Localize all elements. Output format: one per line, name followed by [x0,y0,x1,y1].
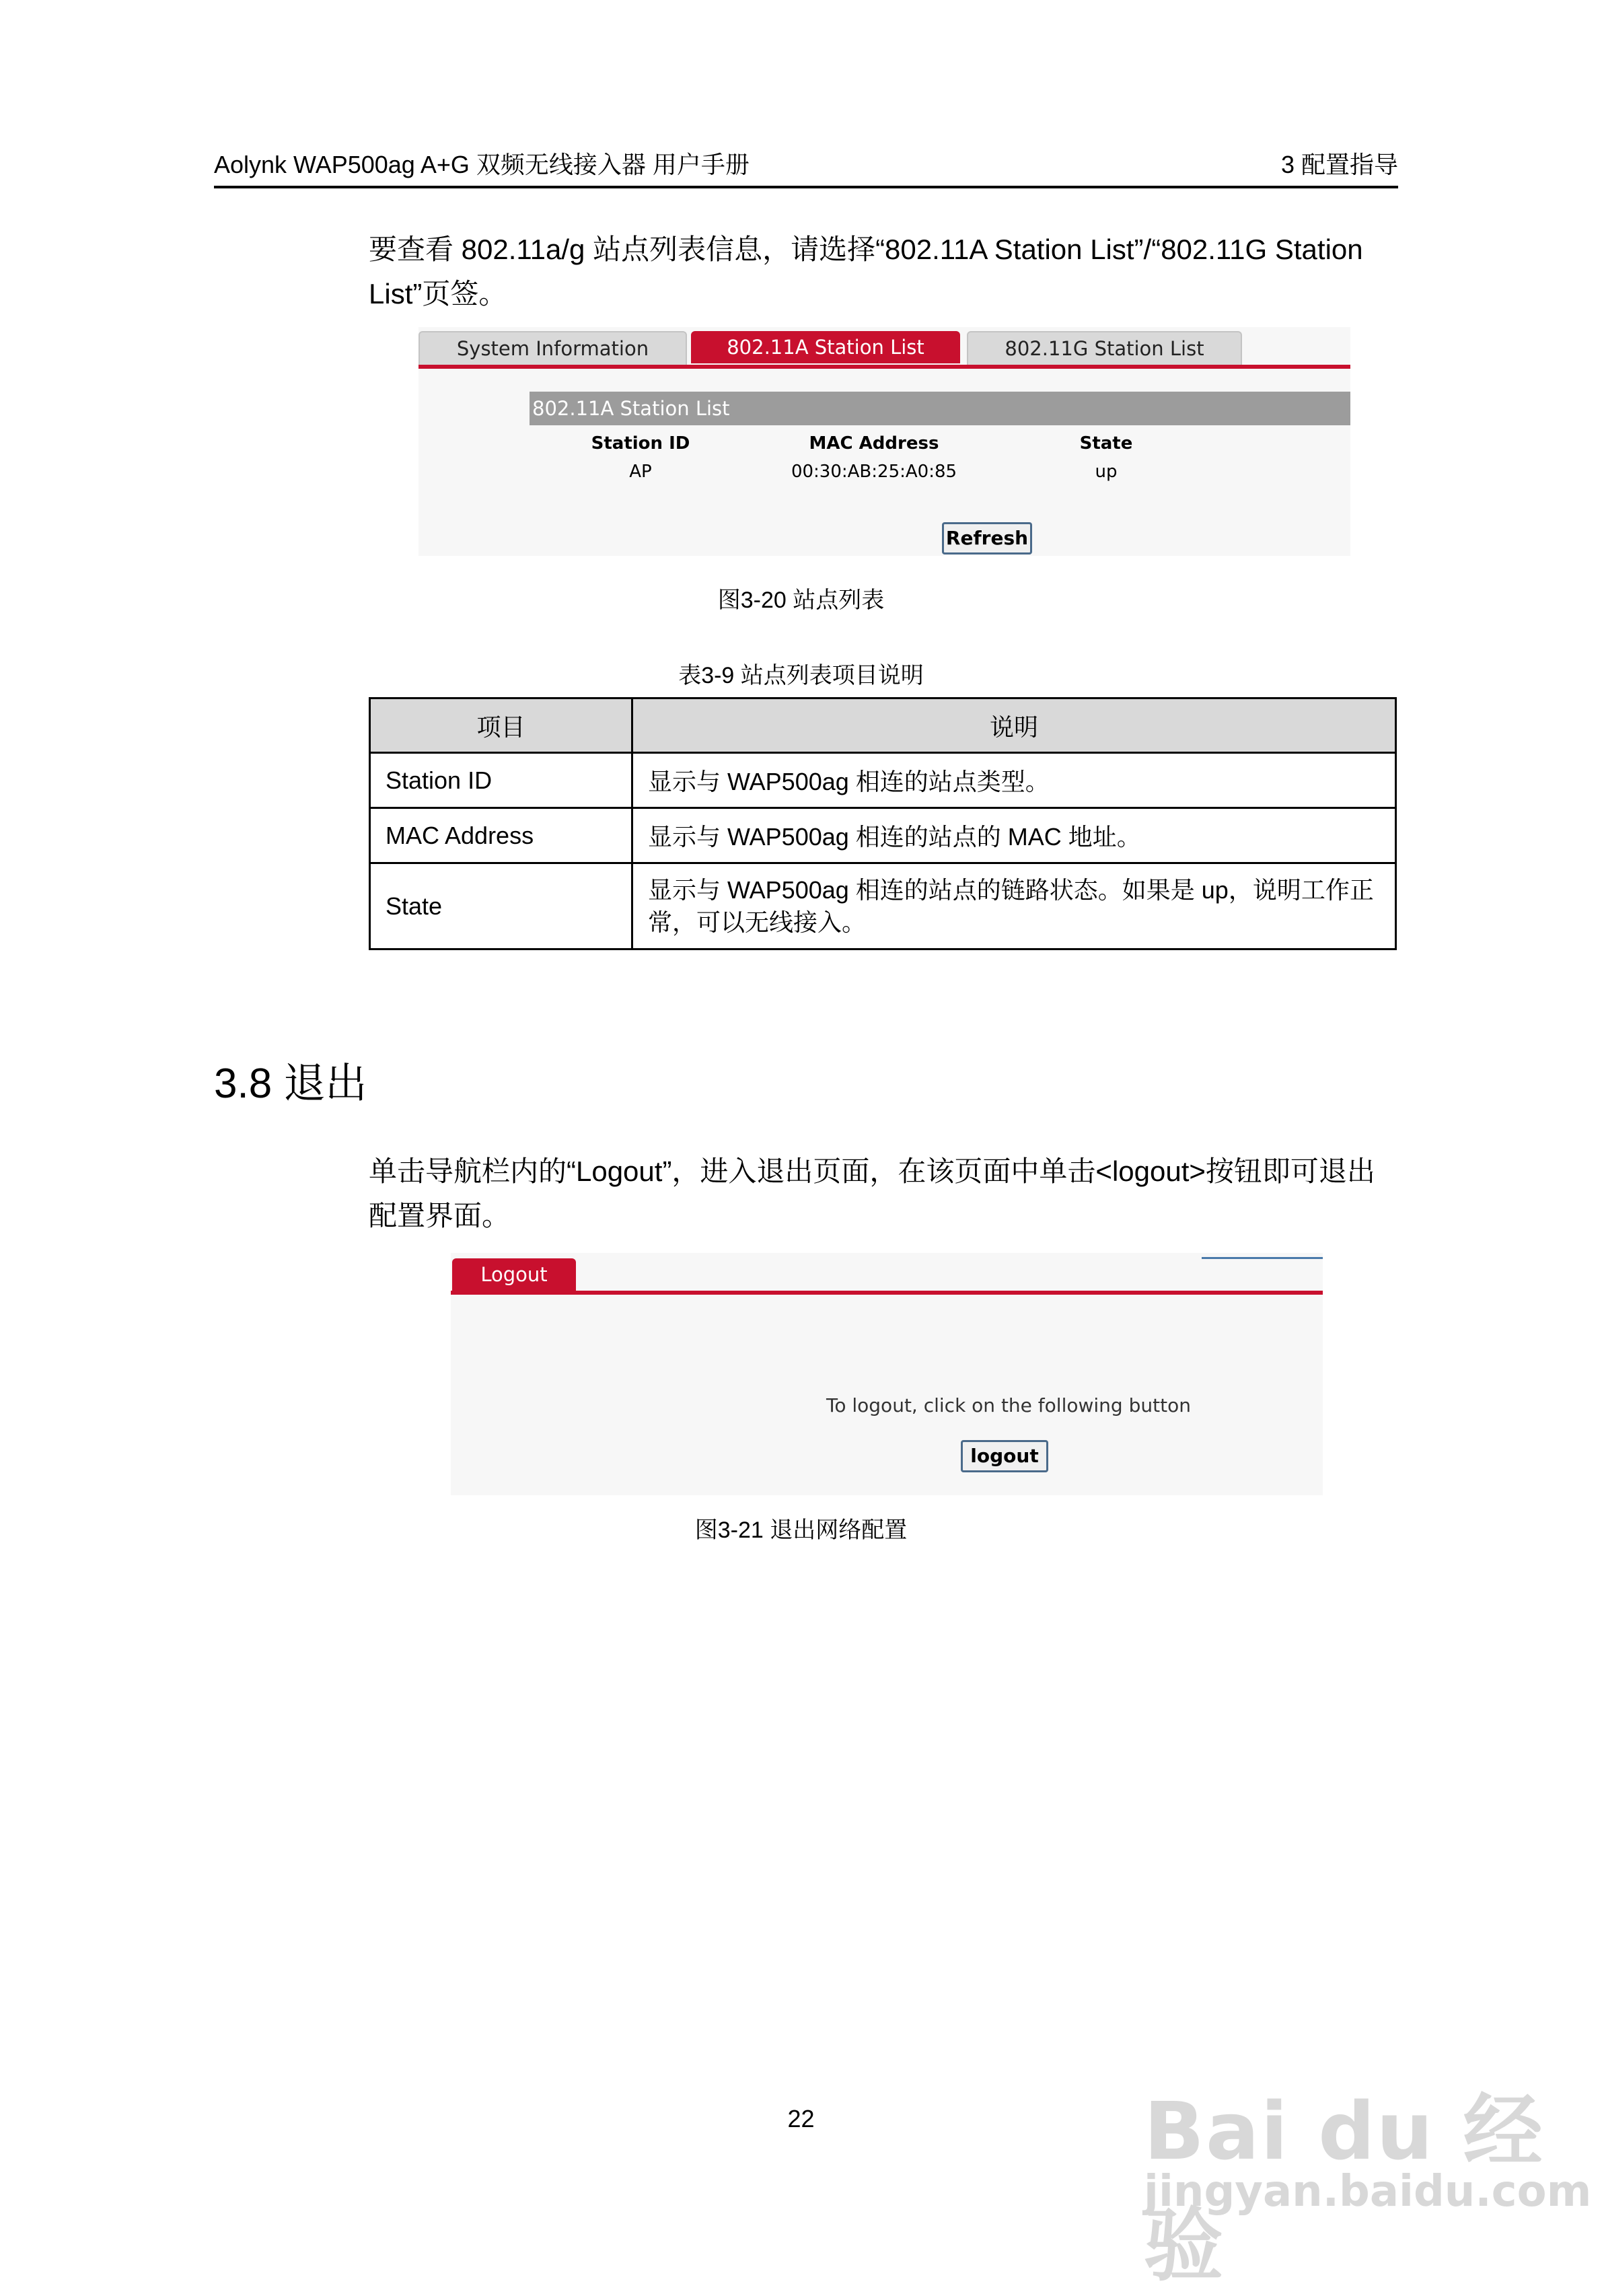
tab-80211g-station-list[interactable]: 802.11G Station List [967,331,1242,365]
station-list-description-table [369,697,1397,950]
logout-button[interactable]: logout [961,1440,1048,1472]
table-cell-description: 显示与 WAP500ag 相连的站点的 MAC 地址。 [632,808,1396,863]
figure-21-caption: 图3-21 退出网络配置 [694,1517,908,1543]
logout-message: To logout, click on the following button [826,1394,1191,1416]
tab-system-information[interactable]: System Information [418,331,687,365]
nav-divider-line [1202,1257,1323,1259]
table-header-row [370,698,1396,753]
column-header-state: State [1079,433,1133,454]
cell-mac-address: 00:30:AB:25:A0:85 [791,462,957,482]
logout-screenshot [451,1253,1323,1495]
table-cell-description: 显示与 WAP500ag 相连的站点的链路状态。如果是 up，说明工作正常，可以无线接入。 [632,863,1396,949]
watermark-url: jingyan.baidu.com [1144,2167,1592,2217]
cell-station-id: AP [629,462,652,482]
header-chapter: 3 配置指导 [1280,151,1398,178]
page-number: 22 [787,2105,815,2132]
station-list-screenshot [418,327,1350,556]
cell-state: up [1095,462,1118,482]
running-header [214,149,1398,188]
table-cell-item: MAC Address [370,808,632,863]
table-cell-item: State [370,863,632,949]
tab-80211a-station-list[interactable]: 802.11A Station List [691,331,960,363]
tab-underline [451,1291,1323,1295]
intro-paragraph: 要查看 802.11a/g 站点列表信息，请选择“802.11A Station List”/“802.11G Station List”页签。 [369,234,1363,310]
logout-paragraph: 单击导航栏内的“Logout”，进入退出页面，在该页面中单击<logout>按钮即可退出配置界面。 [369,1155,1375,1231]
tab-logout[interactable]: Logout [452,1258,576,1291]
table-cell-item: Station ID [370,753,632,808]
figure-20-caption: 图3-20 站点列表 [717,587,885,613]
section-title-bar: 802.11A Station List [530,392,1350,425]
table-row [370,808,1396,863]
table-9-caption: 表3-9 站点列表项目说明 [678,663,924,688]
table-header-item: 项目 [370,698,632,753]
column-header-mac-address: MAC Address [809,433,939,454]
table-cell-description: 显示与 WAP500ag 相连的站点类型。 [632,753,1396,808]
table-header-description: 说明 [632,698,1396,753]
column-header-station-id: Station ID [591,433,690,454]
table-row [370,753,1396,808]
table-row [370,863,1396,949]
section-heading: 3.8 退出 [214,1061,367,1107]
tab-underline [418,365,1350,369]
header-manual-title: Aolynk WAP500ag A+G 双频无线接入器 用户手册 [214,151,750,178]
watermark-logo: Bai du 经验 [1144,2085,1544,2292]
refresh-button[interactable]: Refresh [942,522,1032,554]
